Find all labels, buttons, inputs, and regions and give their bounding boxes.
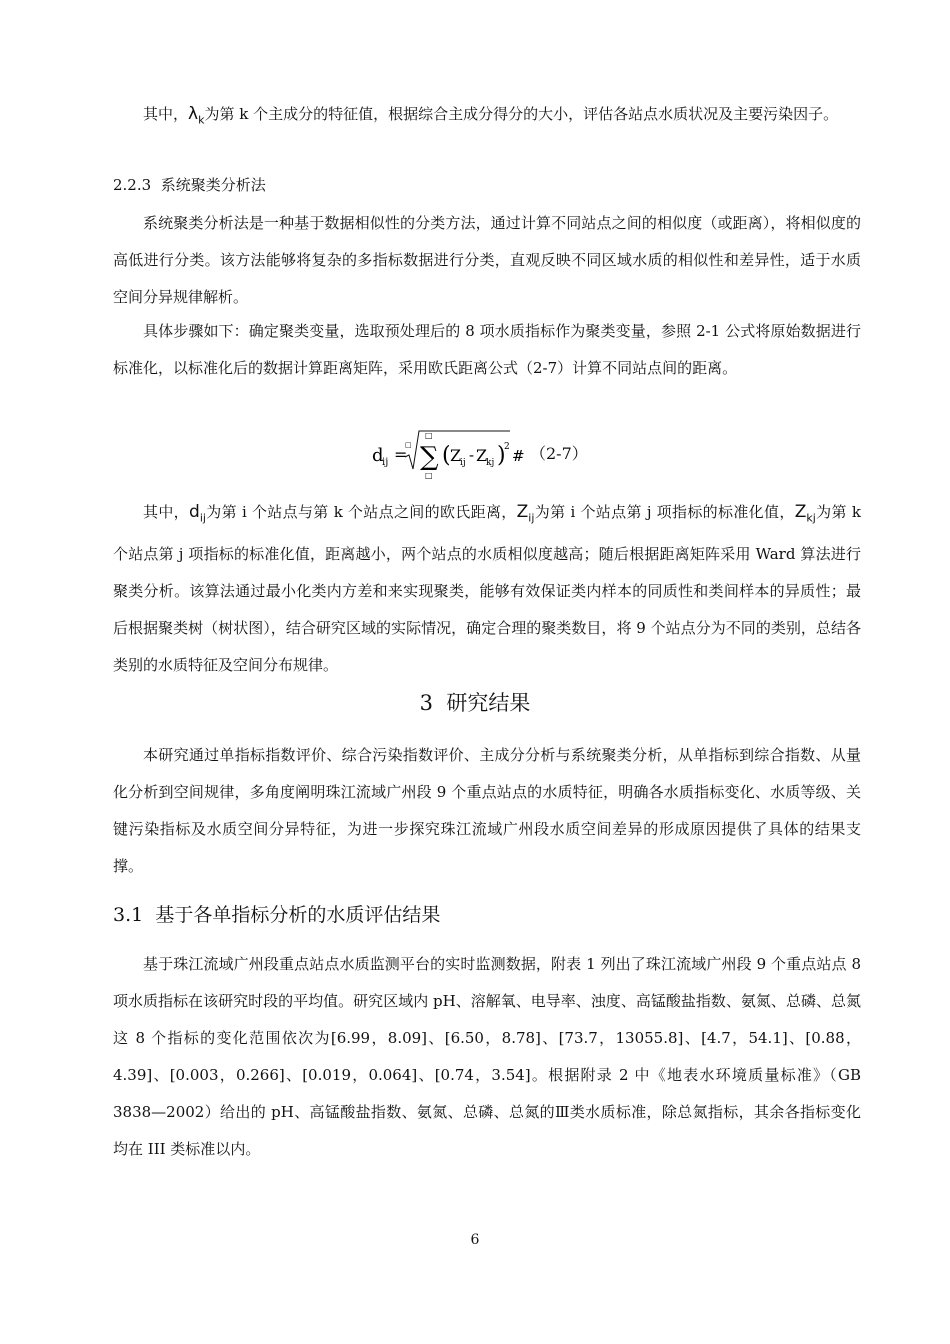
svg-text:□: □ [425, 431, 433, 440]
text: 为第 k 个主成分的特征值，根据综合主成分得分的大小，评估各站点水质状况及主要污染因子。 [204, 105, 839, 123]
svg-text:∑: ∑ [420, 442, 439, 472]
d-ij-symbol: $d_{ij}$ [189, 502, 206, 525]
paragraph-steps: 具体步骤如下：确定聚类变量，选取预处理后的 8 项水质指标作为聚类变量，参照 2-1 公式将原始数据进行标准化，以标准化后的数据计算距离矩阵，采用欧氏距离公式（2-7）计算不同站点间的距离。 [113, 322, 861, 377]
svg-text:Z: Z [450, 446, 462, 465]
svg-text:(: ( [442, 443, 451, 468]
paragraph-eigenvalue [113, 96, 861, 138]
chapter-heading-3: 3 研究结果 [419, 691, 531, 715]
paragraph-chapter-3: 本研究通过单指标指数评价、综合污染指数评价、主成分分析与系统聚类分析，从单指标到综合指数、从量化分析到空间规律，多角度阐明珠江流域广州段 9 个重点站点的水质特征，明确各水质指标变化、水质等级、关键污染指标及水质空间分异特征，为进一步探究珠江流域广州段水质空间差异的形成原因提供了具体的结果支撑。 [113, 746, 861, 875]
svg-text:kj: kj [486, 458, 495, 468]
z-kj-symbol: $Z_{kj}$ [794, 502, 816, 525]
svg-text:): ) [497, 443, 506, 468]
equation-label: （2-7） [530, 444, 588, 463]
z-ij-symbol: $Z_{ij}$ [516, 502, 535, 525]
svg-text:ij: ij [460, 458, 466, 468]
equation-2-7 [372, 425, 632, 483]
paragraph-3-1: 基于珠江流域广州段重点站点水质监测平台的实时监测数据，附表 1 列出了珠江流域广州段 9 个重点站点 8 项水质指标在该研究时段的平均值。研究区域内 pH、溶解氧、电导率、浊度、高锰酸盐指数、氨氮、总磷、总氮这 8 个指标的变化范围依次为[6.99，8.09]、[6.50，8.78]、[73.7，13055.8]、[4.7，54.1]、[0.88，4.39]、[0.003，0.266]、[0.019，0.064]、[0.74，3.54]。根据附录 2 中《地表水环境质量标准》（GB 3838—2002）给出的 pH、高锰酸盐指数、氨氮、总磷、总氮的Ⅲ类水质标准，除总氮指标，其余各指标变化均在 III 类标准以内。 [113, 955, 861, 1158]
svg-text:ij: ij [382, 457, 389, 468]
svg-text:Z: Z [476, 446, 488, 465]
text: 其中， [143, 105, 189, 123]
svg-text:□: □ [405, 441, 412, 449]
svg-text:2: 2 [504, 442, 510, 452]
paragraph-where: 其中，$d_{ij}$为第 i 个站点与第 k 个站点之间的欧氏距离，$Z_{ij}$为第 i 个站点第 j 项指标的标准化值，$Z_{kj}$为第 k 个站点第 j 项指标的标准化值，距离越小，两个站点的水质相似度越高；随后根据距离矩阵采用 Ward 算法进行聚类分析。该算法通过最小化类内方差和来实现聚类，能够有效保证类内样本的同质性和类间样本的异质性；最后根据聚类树（树状图），结合研究区域的实际情况，确定合理的聚类数目，将 9 个站点分为不同的类别，总结各类别的水质特征及空间分布规律。 [113, 502, 861, 675]
svg-text:#: # [512, 447, 525, 465]
svg-text:□: □ [425, 471, 433, 480]
paragraph-cluster-intro: 系统聚类分析法是一种基于数据相似性的分类方法，通过计算不同站点之间的相似度（或距离），将相似度的高低进行分类。该方法能够将复杂的多指标数据进行分类，直观反映不同区域水质的相似性和差异性，适于水质空间分异规律解析。 [113, 214, 861, 306]
svg-text:-: - [469, 446, 475, 464]
section-heading-3-1: 3.1 基于各单指标分析的水质评估结果 [113, 904, 441, 926]
svg-text:=: = [394, 445, 408, 464]
svg-text:d: d [372, 445, 384, 466]
lambda-symbol: $\lambda_k$ [188, 104, 205, 127]
section-heading-2-2-3: 2.2.3 系统聚类分析法 [113, 176, 266, 194]
euclidean-distance-formula [372, 425, 532, 483]
page-number: 6 [470, 1232, 480, 1248]
